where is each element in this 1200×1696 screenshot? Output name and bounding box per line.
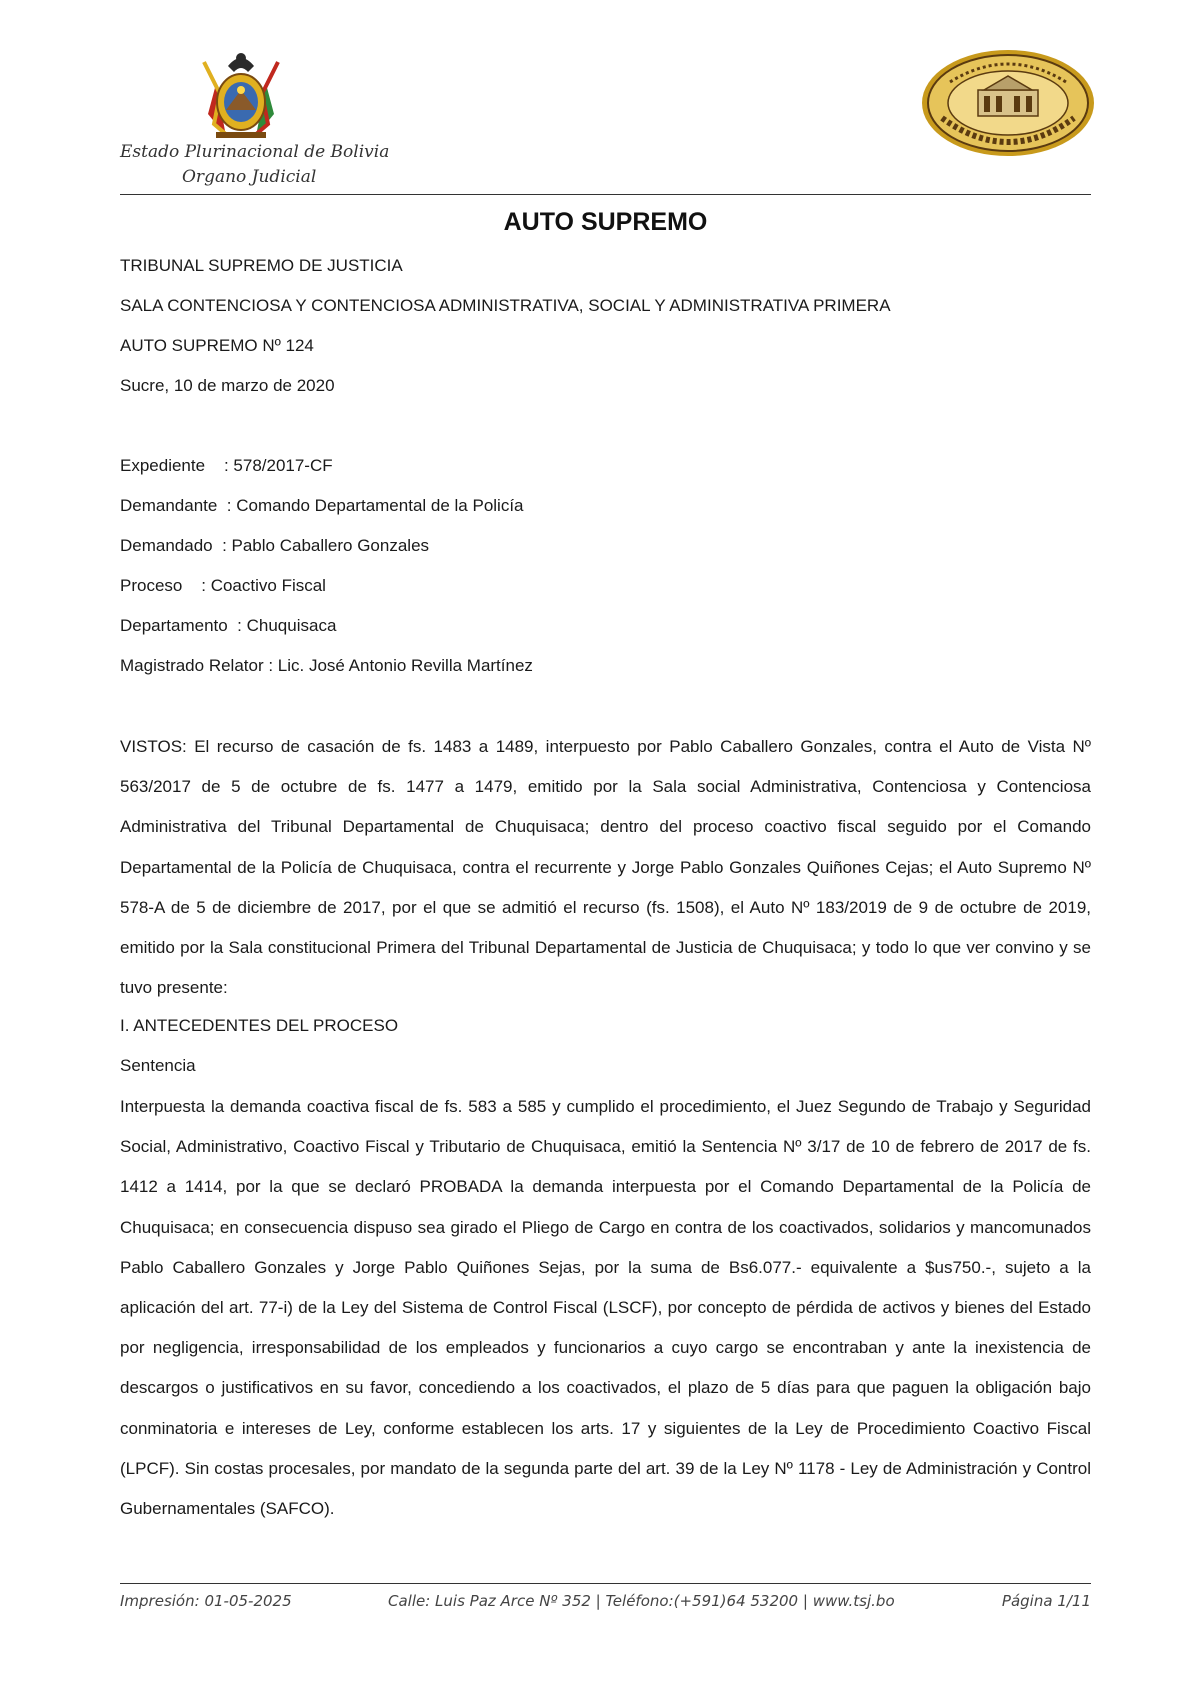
departamento-field: Departamento : Chuquisaca [120, 616, 337, 635]
bolivia-coat-of-arms-icon [186, 44, 296, 144]
relator-field: Magistrado Relator : Lic. José Antonio Revilla Martínez [120, 656, 533, 675]
court-name: TRIBUNAL SUPREMO DE JUSTICIA [120, 256, 403, 275]
auto-number: AUTO SUPREMO Nº 124 [120, 336, 314, 355]
print-date: Impresión: 01-05-2025 [120, 1592, 292, 1610]
org-line-1: Estado Plurinacional de Bolivia [120, 142, 390, 162]
subsection-heading: Sentencia [120, 1056, 196, 1075]
footer-divider [120, 1583, 1091, 1584]
demandante-field: Demandante : Comando Departamental de la Policía [120, 496, 524, 515]
chamber-name: SALA CONTENCIOSA Y CONTENCIOSA ADMINISTRATIVA, SOCIAL Y ADMINISTRATIVA PRIMERA [120, 296, 891, 315]
proceso-field: Proceso : Coactivo Fiscal [120, 576, 326, 595]
place-date: Sucre, 10 de marzo de 2020 [120, 376, 335, 395]
section-heading: I. ANTECEDENTES DEL PROCESO [120, 1016, 399, 1035]
page-number: Página 1/11 [1001, 1592, 1091, 1610]
header-divider [120, 194, 1091, 195]
sentencia-paragraph: Interpuesta la demanda coactiva fiscal de fs. 583 a 585 y cumplido el procedimiento, el Juez Segundo de Trabajo y Seguridad Social, Administrativo, Coactivo Fiscal y Tributario de Chuquisaca, emitió la Sentencia Nº 3/17 de 10 de febrero de 2017 de fs. 1412 a 1414, por la que se declaró PROBADA la demanda interpuesta por el Comando Departamental de la Policía de Chuquisaca; en consecuencia dispuso sea girado el Pliego de Cargo en contra de los coactivados, solidarios y mancomunados Pablo Caballero Gonzales y Jorge Pablo Quiñones Sejas, por la suma de Bs6.077.- equivalente a $us750.-, sujeto a la aplicación del art. 77-i) de la Ley del Sistema de Control Fiscal (LSCF), por concepto de pérdida de activos y bienes del Estado por negligencia, irresponsabilidad de los empleados y funcionarios a cuyo cargo se encontraban y ante la inexistencia de descargos o justificativos en su favor, concediendo a los coactivados, el plazo de 5 días para que paguen la obligación bajo conminatoria e intereses de Ley, conforme establecen los arts. 17 y siguientes de la Ley de Procedimiento Coactivo Fiscal (LPCF). Sin costas procesales, por mandato de la segunda parte del art. 39 de la Ley Nº 1178 - Ley de Administración y Control Gubernamentales (SAFCO). [120, 1097, 1091, 1519]
vistos-paragraph: VISTOS: El recurso de casación de fs. 1483 a 1489, interpuesto por Pablo Caballero Gonzales, contra el Auto de Vista Nº 563/2017 de 5 de octubre de fs. 1477 a 1479, emitido por la Sala social Administrativa, Contenciosa y Contenciosa Administrativa del Tribunal Departamental de Chuquisaca; dentro del proceso coactivo fiscal seguido por el Comando Departamental de la Policía de Chuquisaca, contra el recurrente y Jorge Pablo Gonzales Quiñones Cejas; el Auto Supremo Nº 578-A de 5 de diciembre de 2017, por el que se admitió el recurso (fs. 1508), el Auto Nº 183/2019 de 9 de octubre de 2019, emitido por la Sala constitucional Primera del Tribunal Departamental de Justicia de Chuquisaca; y todo lo que ver convino y se tuvo presente: [120, 737, 1091, 998]
document-title: AUTO SUPREMO [503, 208, 708, 236]
footer-address: Calle: Luis Paz Arce Nº 352 | Teléfono:(+591)64 53200 | www.tsj.bo [388, 1592, 895, 1610]
tribunal-supremo-seal-icon [920, 48, 1096, 158]
org-line-2: Organo Judicial [182, 167, 317, 187]
demandado-field: Demandado : Pablo Caballero Gonzales [120, 536, 430, 555]
organization-name [120, 140, 389, 190]
expediente-field: Expediente : 578/2017-CF [120, 456, 333, 475]
